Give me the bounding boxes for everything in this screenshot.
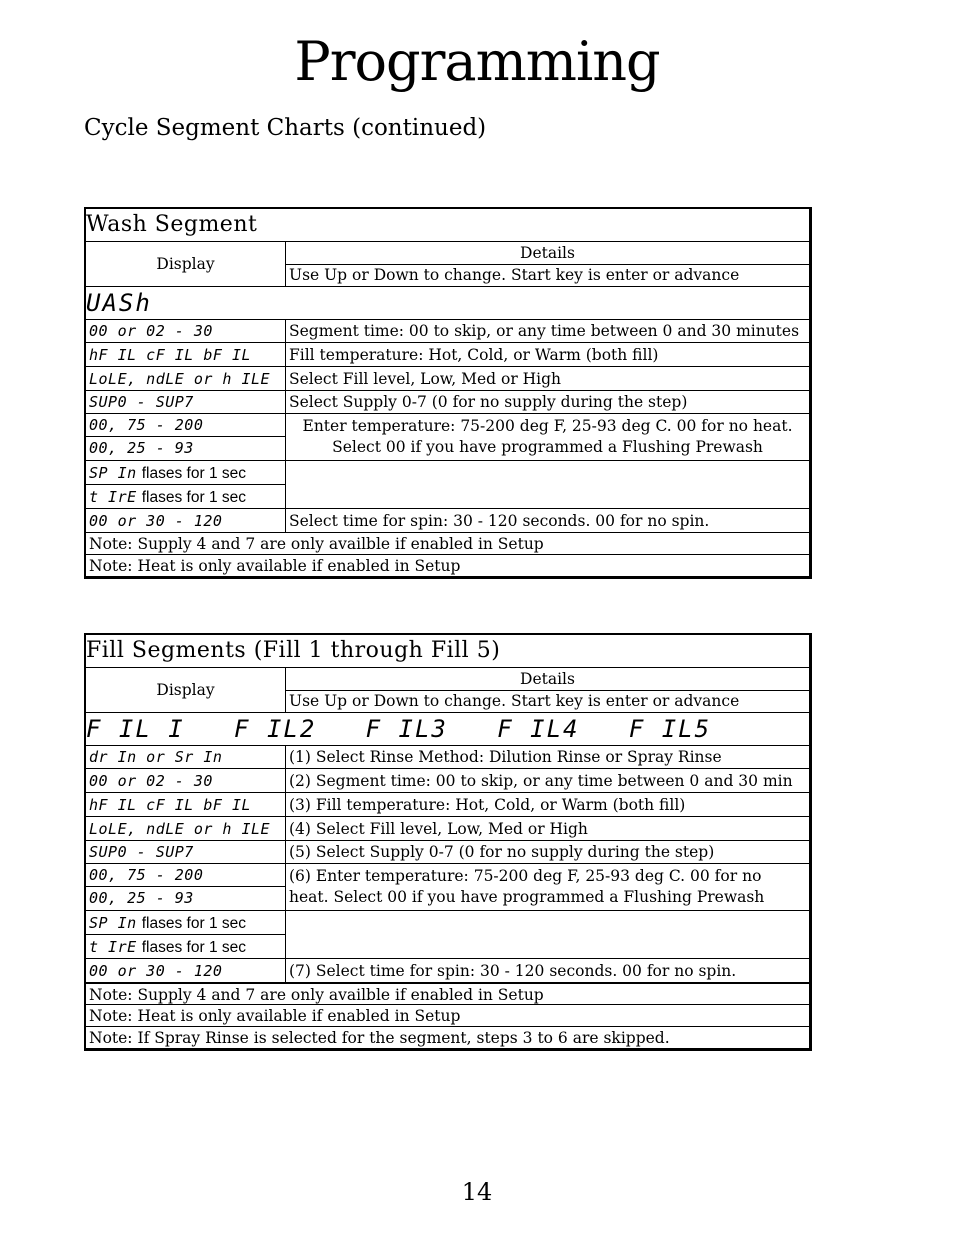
row-detail: Enter temperature: 75-200 deg F, 25-93 deg C. 00 for no heat. <box>302 417 793 435</box>
table-row <box>86 910 809 958</box>
lcd-display: LoLE, ndLE or h ILE <box>86 367 286 390</box>
fill-display-header: Display <box>86 668 286 712</box>
table-row <box>86 768 809 792</box>
lcd-display: 00 or 02 - 30 <box>86 320 286 342</box>
flash-text: flases for 1 sec <box>141 939 246 956</box>
empty-detail <box>286 911 809 958</box>
table-note: Note: If Spray Rinse is selected for the segment, steps 3 to 6 are skipped. <box>86 1026 809 1048</box>
lcd-display: t IrE <box>89 488 137 506</box>
lcd-display: dr In or Sr In <box>86 746 286 768</box>
lcd-display: 00 or 30 - 120 <box>86 509 286 532</box>
flash-row <box>86 911 285 935</box>
fill-details-subheader: Use Up or Down to change. Start key is enter or advance <box>289 692 740 710</box>
lcd-display: LoLE, ndLE or h ILE <box>86 817 286 840</box>
table-row <box>86 792 809 816</box>
table-row <box>86 460 809 508</box>
row-detail: Fill temperature: Hot, Cold, or Warm (both fill) <box>289 346 659 364</box>
wash-display-header: Display <box>86 242 286 286</box>
lcd-display: 00, 75 - 200 <box>86 414 285 437</box>
fill-details-header: Details <box>286 668 809 691</box>
fill-segments-table <box>84 633 812 1051</box>
row-detail: Select time for spin: 30 - 120 seconds. 00 for no spin. <box>289 512 710 530</box>
table-note: Note: Supply 4 and 7 are only availble if enabled in Setup <box>86 982 809 1004</box>
fill-caption: Fill Segments (Fill 1 through Fill 5) <box>86 638 501 663</box>
table-row <box>86 366 809 390</box>
lcd-display: 00 or 02 - 30 <box>86 769 286 792</box>
wash-details-header: Details <box>286 242 809 265</box>
table-row <box>86 745 809 768</box>
fill-lcd-title: F IL I F IL2 F IL3 F IL4 F IL5 <box>86 712 809 745</box>
flash-text: flases for 1 sec <box>141 489 246 506</box>
lcd-display: 00, 75 - 200 <box>86 864 285 887</box>
wash-lcd-title: UASh <box>86 286 809 319</box>
table-note: Note: Heat is only available if enabled in Setup <box>86 1004 809 1026</box>
fill-header-row <box>86 667 809 712</box>
flash-row <box>86 485 285 508</box>
table-row <box>86 958 809 982</box>
lcd-display: hF IL cF IL bF IL <box>86 343 286 366</box>
table-row <box>86 342 809 366</box>
page-subtitle: Cycle Segment Charts (continued) <box>84 115 487 141</box>
lcd-display: hF IL cF IL bF IL <box>86 793 286 816</box>
row-detail: (2) Segment time: 00 to skip, or any time between 0 and 30 min <box>289 772 793 790</box>
table-row <box>86 413 809 460</box>
table-row <box>86 840 809 863</box>
lcd-display: SP In <box>89 464 137 482</box>
wash-details-subheader: Use Up or Down to change. Start key is enter or advance <box>289 266 740 284</box>
lcd-display: 00, 25 - 93 <box>89 889 194 907</box>
flash-row <box>86 461 285 485</box>
wash-header-row <box>86 241 809 286</box>
empty-detail <box>286 461 809 508</box>
flash-text: flases for 1 sec <box>141 465 246 482</box>
row-detail: Select Supply 0-7 (0 for no supply during the step) <box>289 393 688 411</box>
lcd-display: t IrE <box>89 938 137 956</box>
row-detail: Segment time: 00 to skip, or any time between 0 and 30 minutes <box>289 322 800 340</box>
table-note: Note: Heat is only available if enabled in Setup <box>86 554 809 576</box>
row-detail: (3) Fill temperature: Hot, Cold, or Warm (both fill) <box>289 796 686 814</box>
row-detail: (5) Select Supply 0-7 (0 for no supply during the step) <box>289 843 715 861</box>
page-number: 14 <box>461 1178 493 1206</box>
row-detail: heat. Select 00 if you have programmed a Flushing Prewash <box>289 888 765 906</box>
lcd-display: 00 or 30 - 120 <box>86 959 286 982</box>
row-detail: (1) Select Rinse Method: Dilution Rinse or Spray Rinse <box>289 748 722 766</box>
table-note: Note: Supply 4 and 7 are only availble if enabled in Setup <box>86 532 809 554</box>
table-row <box>86 390 809 413</box>
flash-text: flases for 1 sec <box>141 915 246 932</box>
row-detail: (4) Select Fill level, Low, Med or High <box>289 820 588 838</box>
table-row <box>86 319 809 342</box>
table-row <box>86 508 809 532</box>
row-detail: Select 00 if you have programmed a Flushing Prewash <box>332 438 763 456</box>
row-detail: (7) Select time for spin: 30 - 120 seconds. 00 for no spin. <box>289 962 737 980</box>
wash-segment-table <box>84 207 812 579</box>
page-title: Programming <box>294 30 660 93</box>
flash-row <box>86 935 285 958</box>
row-detail: Select Fill level, Low, Med or High <box>289 370 562 388</box>
table-row <box>86 863 809 910</box>
table-row <box>86 816 809 840</box>
row-detail: (6) Enter temperature: 75-200 deg F, 25-93 deg C. 00 for no <box>289 867 762 885</box>
lcd-display: SUP0 - SUP7 <box>86 841 286 863</box>
lcd-display: SP In <box>89 914 137 932</box>
lcd-display: SUP0 - SUP7 <box>86 391 286 413</box>
wash-caption: Wash Segment <box>86 212 258 237</box>
lcd-display: 00, 25 - 93 <box>89 439 194 457</box>
